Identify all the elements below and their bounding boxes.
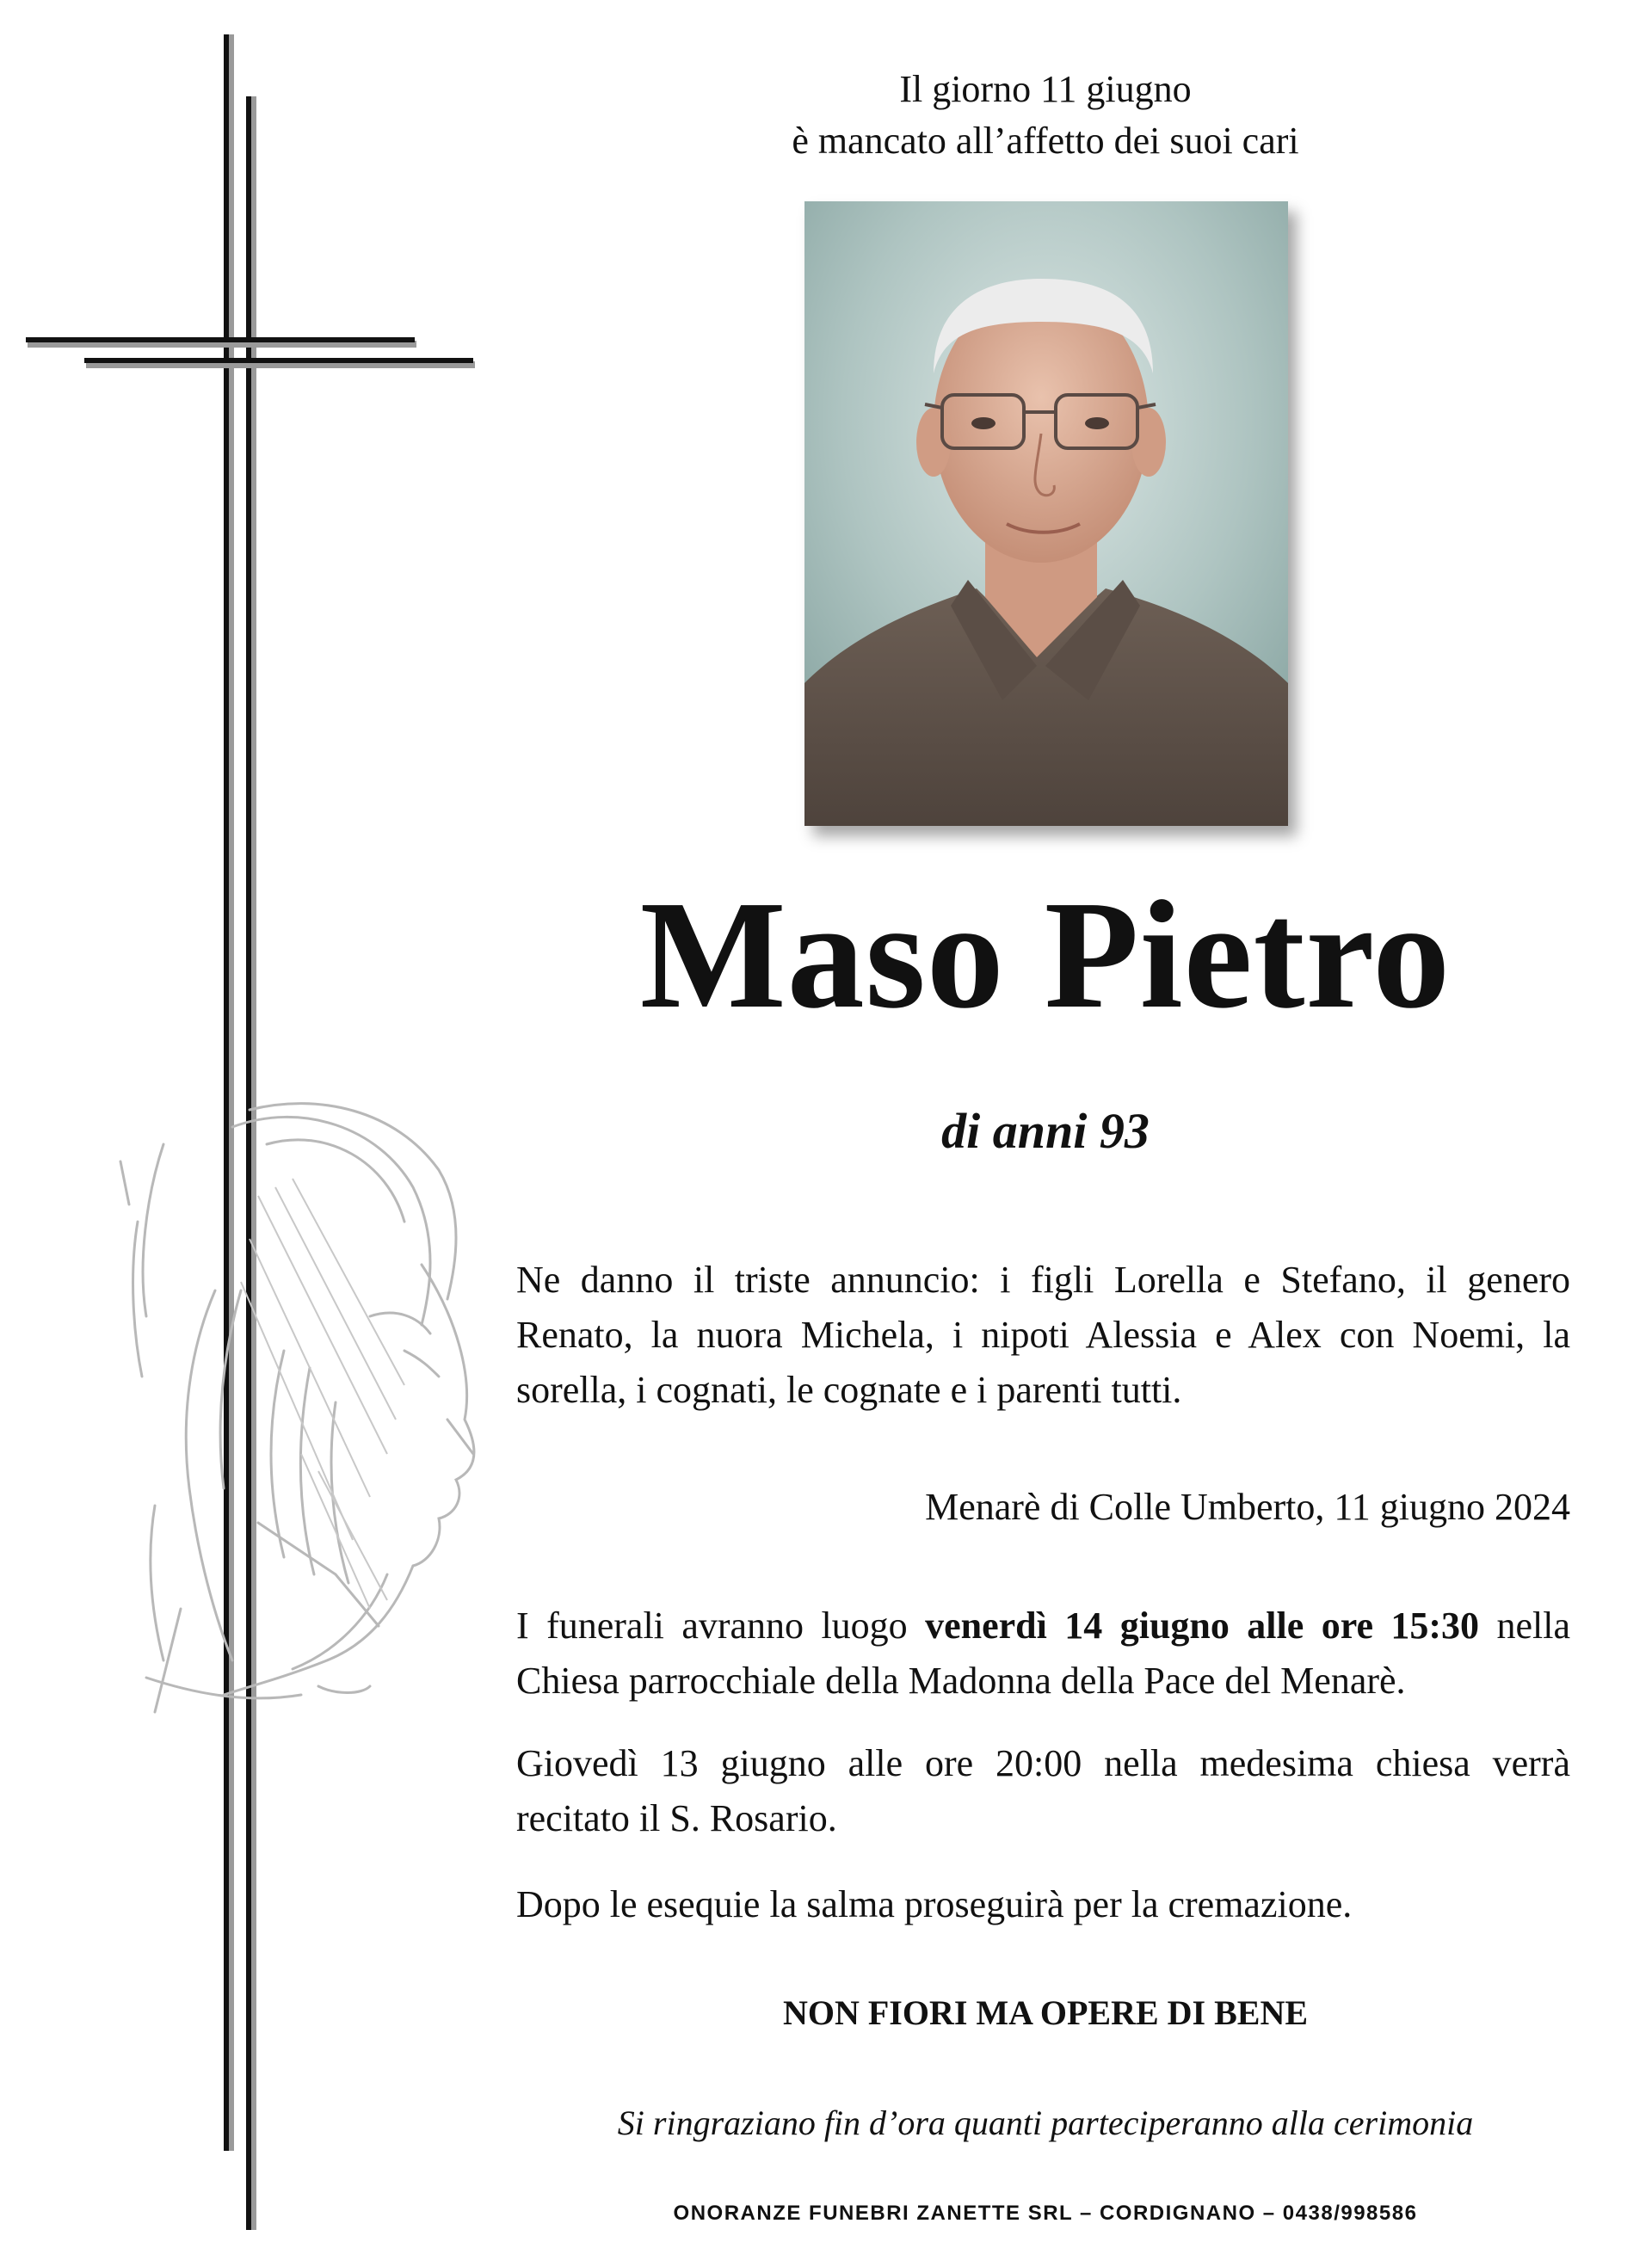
thanks-text: Si ringraziano fin d’ora quanti parteciperanno alla cerimonia: [617, 2103, 1474, 2142]
announcement-text: Ne danno il triste annuncio: i figli Lorella e Stefano, il genero Renato, la nuora Michela, i nipoti Alessia e Alex con Noemi, la sorella, i cognati, le cognate e i parenti tutti.: [516, 1259, 1570, 1411]
cremation-info: Dopo le esequie la salma proseguirà per la cremazione.: [516, 1883, 1353, 1925]
deceased-name: Maso Pietro: [639, 869, 1452, 1040]
funeral-datetime: venerdì 14 giugno alle ore 15:30: [925, 1605, 1480, 1647]
intro-line-2: è mancato all’affetto dei suoi cari: [792, 120, 1299, 162]
motto-text: NON FIORI MA OPERE DI BENE: [782, 1993, 1309, 2032]
funeral-home-footer: ONORANZE FUNEBRI ZANETTE SRL – CORDIGNANO – 0438/998586: [673, 2202, 1418, 2225]
funeral-info-intro: I funerali avranno luogo: [516, 1605, 926, 1647]
place-date: Menarè di Colle Umberto, 11 giugno 2024: [925, 1486, 1570, 1528]
rosary-info: Giovedì 13 giugno alle ore 20:00 nella medesima chiesa verrà recitato il S. Rosario.: [516, 1742, 1570, 1839]
funeral-info-place: nella Chiesa parrocchiale della Madonna della Pace del Menarè.: [516, 1605, 1570, 1702]
funeral-info: [516, 1598, 1570, 1709]
christ-face-sketch: [112, 1093, 490, 1729]
portrait-photo: [804, 201, 1288, 826]
age-label: di anni 93: [941, 1103, 1150, 1159]
intro-line-1: Il giorno 11 giugno: [899, 68, 1192, 110]
